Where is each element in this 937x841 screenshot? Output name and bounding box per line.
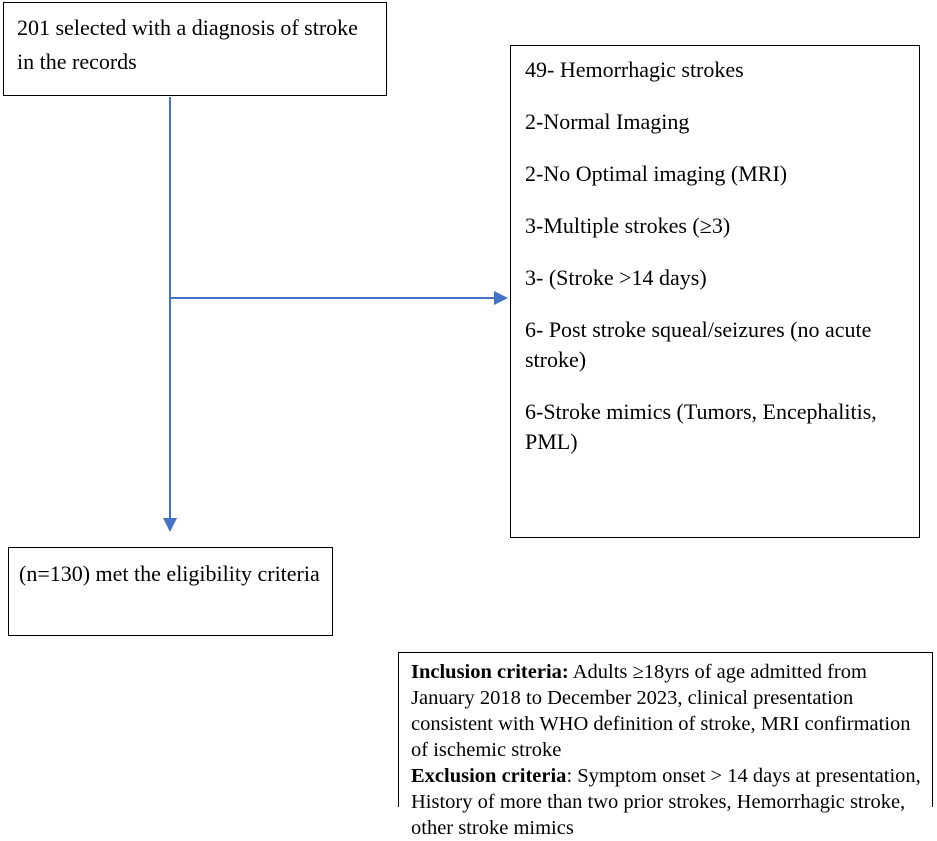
start-box-text: 201 selected with a diagnosis of stroke in the records [17, 15, 358, 74]
excluded-box [510, 45, 920, 538]
excluded-item: 6-Stroke mimics (Tumors, Encephalitis, PML) [525, 399, 877, 454]
exclusion-label: Exclusion criteria [411, 765, 567, 787]
exclusion-text: : Symptom onset > 14 days at presentation, History of more than two prior strokes, Hemorrhagic stroke, other stroke mimics [411, 765, 921, 839]
excluded-item: 49- Hemorrhagic strokes [525, 57, 744, 82]
down-arrowhead [163, 518, 177, 532]
excluded-item: 2-No Optimal imaging (MRI) [525, 161, 788, 186]
inclusion-criteria [411, 659, 926, 763]
eligible-box-text: (n=130) met the eligibility criteria [19, 561, 320, 586]
eligible-box [8, 547, 333, 636]
excluded-item: 6- Post stroke squeal/seizures (no acute stroke) [525, 317, 872, 372]
inclusion-label: Inclusion criteria: [411, 661, 569, 683]
excluded-item: 2-Normal Imaging [525, 109, 690, 134]
exclusion-criteria [411, 763, 926, 841]
excluded-item: 3- (Stroke >14 days) [525, 265, 707, 290]
inclusion-text: Adults ≥18yrs of age admitted from January 2018 to December 2023, clinical presentation consistent with WHO definition of stroke, MRI confirmation of ischemic stroke [411, 661, 911, 761]
start-box [3, 2, 387, 96]
criteria-box [398, 652, 933, 839]
excluded-item: 3-Multiple strokes (≥3) [525, 213, 731, 238]
right-arrowhead [494, 291, 508, 305]
